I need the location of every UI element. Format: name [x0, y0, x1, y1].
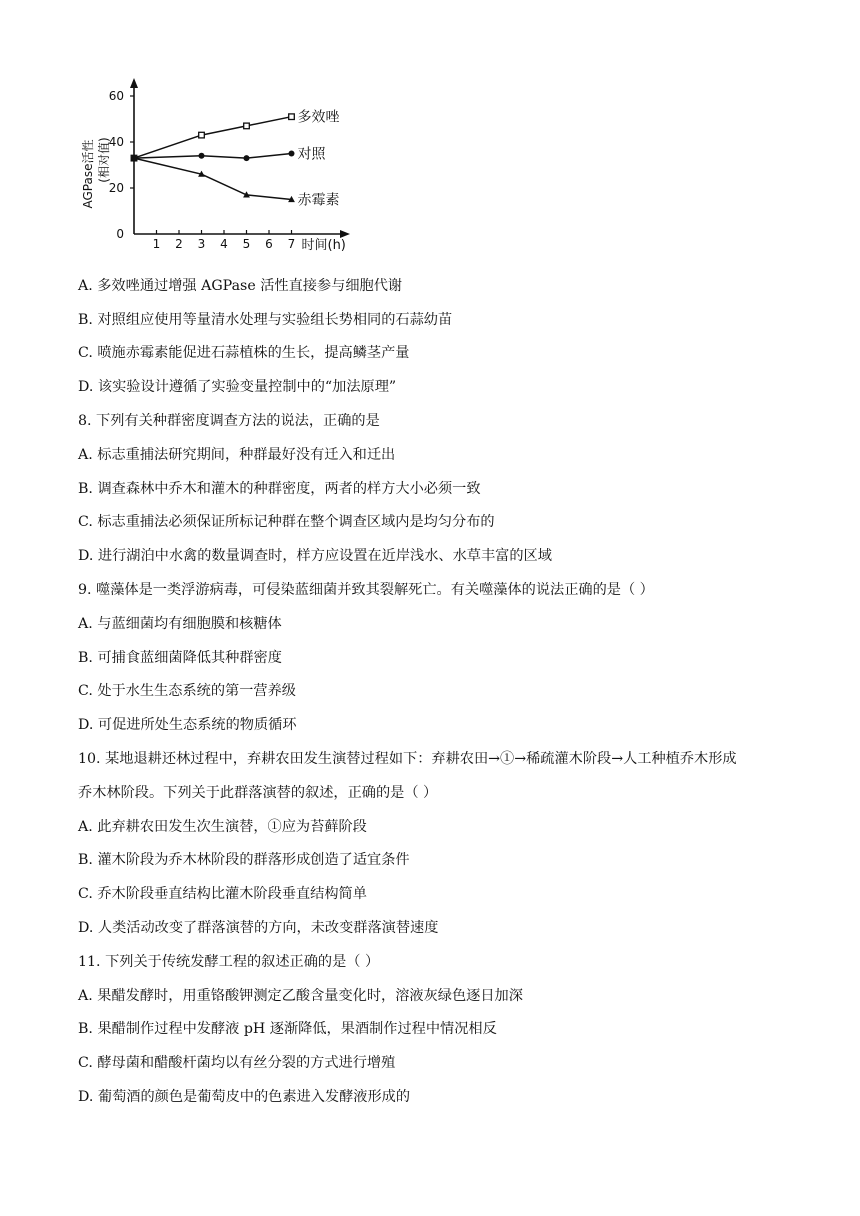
- series-line: [134, 154, 292, 159]
- q7-option-d: D. 该实验设计遵循了实验变量控制中的“加法原理”: [78, 379, 397, 395]
- series-label: 对照: [297, 146, 326, 163]
- q11-option-d: D. 葡萄酒的颜色是葡萄皮中的色素进入发酵液形成的: [78, 1089, 411, 1105]
- series-line: [134, 158, 292, 199]
- chart-labels: [80, 89, 346, 253]
- chart-series: [131, 114, 295, 202]
- q7-option-a: A. 多效唑通过增强 AGPase 活性直接参与细胞代谢: [78, 278, 403, 294]
- x-tick-label: 7: [287, 237, 296, 251]
- y-tick-label: 20: [108, 181, 124, 195]
- q8-option-c: C. 标志重捕法必须保证所标记种群在整个调查区域内是均匀分布的: [78, 514, 495, 530]
- data-point: [199, 132, 205, 138]
- q11-option-a: A. 果醋发酵时，用重铬酸钾测定乙酸含量变化时，溶液灰绿色逐日加深: [78, 988, 523, 1004]
- q11-option-c: C. 酵母菌和醋酸杆菌均以有丝分裂的方式进行增殖: [78, 1055, 396, 1071]
- x-tick-label: 5: [242, 237, 251, 251]
- q10-stem-continued: 乔木林阶段。下列关于此群落演替的叙述，正确的是（ ）: [78, 785, 438, 801]
- q9-option-d: D. 可促进所处生态系统的物质循环: [78, 717, 297, 733]
- q9-stem: 9. 噬藻体是一类浮游病毒，可侵染蓝细菌并致其裂解死亡。有关噬藻体的说法正确的是（ ）: [78, 582, 654, 598]
- q10-stem: 10. 某地退耕还林过程中，弃耕农田发生演替过程如下：弃耕农田→①→稀疏灌木阶段→人工种植乔木形成: [78, 751, 737, 767]
- q11-stem: 11. 下列关于传统发酵工程的叙述正确的是（ ）: [78, 954, 380, 970]
- q10-option-b: B. 灌木阶段为乔木林阶段的群落形成创造了适宜条件: [78, 852, 410, 868]
- q11-option-b: B. 果醋制作过程中发酵液 pH 逐渐降低，果酒制作过程中情况相反: [78, 1021, 497, 1037]
- x-tick-label: 3: [197, 237, 206, 251]
- x-tick-label: 1: [152, 237, 161, 251]
- y-tick-label: 0: [116, 227, 124, 241]
- data-point: [244, 155, 250, 161]
- y-axis-label: AGPase活性: [81, 139, 95, 209]
- q7-option-c: C. 喷施赤霉素能促进石蒜植株的生长，提高鳞茎产量: [78, 345, 410, 361]
- y-axis-sublabel: (相对值): [97, 137, 111, 183]
- q8-stem: 8. 下列有关种群密度调查方法的说法，正确的是: [78, 413, 380, 429]
- q10-option-d: D. 人类活动改变了群落演替的方向，未改变群落演替速度: [78, 920, 439, 936]
- q10-option-c: C. 乔木阶段垂直结构比灌木阶段垂直结构简单: [78, 886, 367, 902]
- q9-option-b: B. 可捕食蓝细菌降低其种群密度: [78, 650, 282, 666]
- data-point: [199, 153, 205, 159]
- series-label: 赤霉素: [297, 192, 340, 209]
- q7-option-b: B. 对照组应使用等量清水处理与实验组长势相同的石蒜幼苗: [78, 312, 453, 328]
- y-tick-label: 60: [108, 89, 124, 103]
- y-tick-label: 40: [108, 135, 124, 149]
- data-point: [244, 123, 250, 129]
- x-axis-arrow: [340, 230, 350, 238]
- q8-option-d: D. 进行湖泊中水禽的数量调查时，样方应设置在近岸浅水、水草丰富的区域: [78, 548, 552, 564]
- x-tick-label: 6: [265, 237, 273, 251]
- q9-option-c: C. 处于水生生态系统的第一营养级: [78, 683, 296, 699]
- series-label: 多效唑: [297, 109, 340, 126]
- q8-option-b: B. 调查森林中乔木和灌木的种群密度，两者的样方大小必须一致: [78, 481, 481, 497]
- series-line: [134, 117, 292, 158]
- q10-option-a: A. 此弃耕农田发生次生演替，①应为苔藓阶段: [78, 819, 367, 835]
- agpase-activity-chart: [78, 72, 368, 262]
- y-axis-arrow: [130, 78, 138, 88]
- q8-option-a: A. 标志重捕法研究期间，种群最好没有迁入和迁出: [78, 447, 396, 463]
- x-tick-label: 4: [220, 237, 228, 251]
- q9-option-a: A. 与蓝细菌均有细胞膜和核糖体: [78, 616, 282, 632]
- data-point: [289, 114, 295, 120]
- x-axis-label: 时间(h): [301, 238, 346, 253]
- data-point: [289, 151, 295, 157]
- x-tick-label: 2: [175, 237, 183, 251]
